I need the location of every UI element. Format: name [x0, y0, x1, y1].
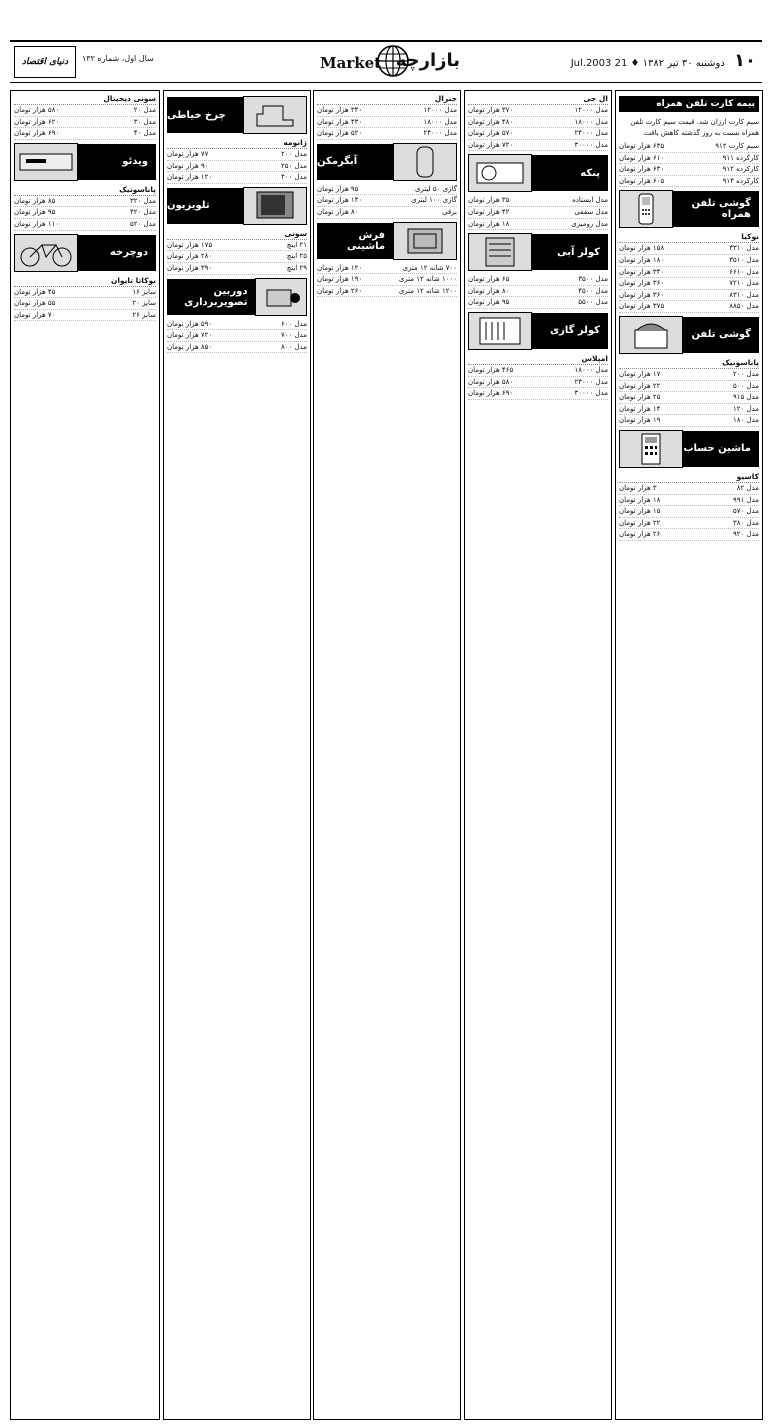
item-price: ۵۲۰ هزار تومان	[317, 129, 363, 138]
item-price: ۴۲ هزار تومان	[468, 207, 510, 216]
item-name: ۲۱ اینچ	[286, 240, 307, 249]
price-row	[619, 141, 759, 153]
brand-name: امپلاس	[468, 353, 608, 365]
item-price: ۴۵ هزار تومان	[14, 287, 56, 296]
price-row	[167, 161, 307, 173]
item-name: مدل ۸۰۰	[280, 342, 307, 351]
item-name: مدل ۸۳۱۰	[729, 290, 759, 299]
brand-name: سونی	[167, 228, 307, 240]
item-price: ۸۵ هزار تومان	[14, 196, 56, 205]
price-row	[468, 297, 608, 309]
item-price: ۵۷۰ هزار تومان	[468, 129, 514, 138]
item-price: ۱۸۰ هزار تومان	[619, 255, 665, 264]
price-row	[14, 117, 156, 129]
section-header-sewing: چرخ خیاطی	[167, 97, 307, 133]
price-row	[317, 184, 457, 196]
item-name: مدل ۴۰۰	[280, 173, 307, 182]
price-row	[619, 278, 759, 290]
column-2	[464, 90, 612, 1420]
item-name: کارکرده ۹۱۱	[722, 153, 759, 162]
item-price: ۱۵۸ هزار تومان	[619, 244, 665, 253]
price-row	[167, 319, 307, 331]
price-row	[468, 140, 608, 152]
item-name: مدل ۴۲۰	[129, 208, 156, 217]
item-name: مدل ۶۰۰	[280, 319, 307, 328]
item-name: سایز ۱۶	[132, 287, 156, 296]
item-price: ۵۵ هزار تومان	[14, 299, 56, 308]
item-name: ۲۹ اینچ	[286, 263, 307, 272]
brand-name: ژانومه	[167, 137, 307, 149]
item-price: ۳۶۰ هزار تومان	[619, 279, 665, 288]
item-price: ۳ هزار تومان	[619, 483, 657, 492]
item-price: ۲۸۰ هزار تومان	[167, 252, 213, 261]
item-name: مدل ۳۲۰	[129, 196, 156, 205]
item-name: مدل ۳۸۰	[732, 518, 759, 527]
item-name: مدل ۳۵۱۰	[729, 255, 759, 264]
item-name: سیم کارت ۹۱۲	[715, 142, 759, 150]
item-price: ۲۶ هزار تومان	[619, 530, 661, 539]
item-name: سایز ۲۰	[132, 299, 156, 308]
telephone-icon	[619, 316, 683, 354]
item-price: ۲۲ هزار تومان	[619, 381, 661, 390]
television-icon	[243, 187, 307, 225]
price-row	[317, 105, 457, 117]
item-name: مدل رومیزی	[571, 219, 608, 228]
item-name: مدل ۳۵۰۰	[578, 275, 608, 284]
item-name: سایز ۲۶	[132, 310, 156, 319]
price-row	[14, 207, 156, 219]
item-name: مدل ۲۰۰	[280, 150, 307, 158]
section-header-split-ac: کولر گازی	[468, 313, 608, 349]
title-fa: بازارچه	[395, 50, 460, 71]
item-price: ۵۸۰ هزار تومان	[468, 377, 514, 386]
item-price: ۶۱۰ هزار تومان	[619, 153, 665, 162]
item-price: ۷۲۰ هزار تومان	[167, 331, 213, 340]
item-price: ۶۳۰ هزار تومان	[619, 165, 665, 174]
item-name: ۷۰۰ شانه ۱۲ متری	[402, 263, 457, 272]
issue-date: ۱۰ دوشنبه ۳۰ تیر ۱۳۸۲ ♦ 21 Jul.2003	[570, 50, 756, 71]
price-row	[14, 219, 156, 231]
price-row	[167, 263, 307, 275]
section-header-mobile: گوشی تلفن همراه	[619, 191, 759, 227]
item-price: ۳۹۰ هزار تومان	[167, 263, 213, 272]
price-row	[317, 263, 457, 275]
price-row	[317, 274, 457, 286]
item-price: ۱۹ هزار تومان	[619, 416, 661, 425]
price-row	[14, 128, 156, 140]
item-price: ۶۲۰ هزار تومان	[14, 117, 60, 126]
item-price: ۱۷۵ هزار تومان	[167, 240, 213, 249]
item-price: ۶۹۰ هزار تومان	[14, 129, 60, 138]
item-price: ۷۰ هزار تومان	[14, 310, 56, 319]
item-name: مدل ۱۸۰۰۰	[574, 365, 608, 374]
item-name: مدل ۷۰۰	[280, 331, 307, 340]
item-name: مدل ۳۰	[133, 117, 156, 126]
brand-name: کاسیو	[619, 471, 759, 483]
brand-name: پاناسونیک	[619, 357, 759, 369]
item-price: ۹۵ هزار تومان	[14, 208, 56, 217]
item-name: ۱۲۰۰ شانه ۱۲ متری	[398, 286, 457, 295]
brand-name: بوکاتا تایوان	[14, 275, 156, 287]
price-row	[317, 128, 457, 140]
price-row	[468, 286, 608, 298]
section-note: سیم کارت ارزان شد. قیمت سیم کارت تلفن همراه نسبت به روز گذشته کاهش یافت.	[630, 118, 759, 137]
carpet-icon	[393, 222, 457, 260]
price-row	[167, 240, 307, 252]
price-row	[14, 287, 156, 299]
item-price: ۴۶۵ هزار تومان	[468, 365, 514, 374]
price-row	[317, 207, 457, 219]
item-name: مدل ۶۶۱۰	[729, 267, 759, 276]
price-row	[468, 117, 608, 129]
price-row	[619, 495, 759, 507]
price-row	[619, 369, 759, 381]
item-price: ۱۹۰ هزار تومان	[317, 275, 363, 284]
price-row	[619, 392, 759, 404]
page-header	[10, 40, 762, 83]
item-price: ۲۲ هزار تومان	[619, 518, 661, 527]
item-price: ۱۷ هزار تومان	[619, 369, 661, 378]
item-price: ۱۲۰ هزار تومان	[167, 173, 213, 182]
price-row	[619, 301, 759, 313]
price-row	[167, 172, 307, 184]
price-row	[619, 255, 759, 267]
item-name: مدل ۵۵۰۰	[578, 298, 608, 307]
item-price: ۳۶۰ هزار تومان	[619, 290, 665, 299]
item-price: ۱۴ هزار تومان	[619, 404, 661, 413]
item-name: ۲۵ اینچ	[286, 252, 307, 261]
item-price: ۶۰۵ هزار تومان	[619, 176, 665, 185]
price-row	[317, 286, 457, 298]
item-name: مدل ۱۸۰	[732, 416, 759, 425]
price-row	[468, 365, 608, 377]
price-row	[619, 267, 759, 279]
item-name: مدل ۲۵۰	[280, 161, 307, 170]
item-price: ۱۲۰ هزار تومان	[317, 263, 363, 272]
item-name: گازی ۱۰۰ لیتری	[411, 196, 457, 205]
item-name: مدل ۲۰	[133, 106, 156, 114]
item-name: کارکرده ۹۱۲	[722, 165, 759, 174]
item-name: مدل ۸۸۵۰	[729, 302, 759, 311]
item-price: ۳۵ هزار تومان	[468, 196, 510, 205]
item-name: مدل ۵۰۰	[732, 381, 759, 390]
column-4	[163, 90, 311, 1420]
section-title: بیمه کارت تلفن همراه	[619, 96, 759, 112]
item-price: ۱۱۰ هزار تومان	[14, 219, 60, 228]
vcr-icon	[14, 143, 78, 181]
column-5	[10, 90, 160, 1420]
price-row	[167, 149, 307, 161]
item-price: ۳۳۰ هزار تومان	[619, 267, 665, 276]
issue-number: سال اول، شماره ۱۳۲	[82, 54, 154, 63]
price-row	[14, 105, 156, 117]
item-price: ۴۸۰ هزار تومان	[468, 117, 514, 126]
item-price: ۷۷ هزار تومان	[167, 150, 209, 158]
split-ac-icon	[468, 312, 532, 350]
item-name: مدل ۴۰	[133, 129, 156, 138]
price-row	[14, 310, 156, 322]
price-row	[619, 404, 759, 416]
section-header-carpet: فرش ماشینی	[317, 223, 457, 259]
price-row	[167, 330, 307, 342]
page-number: ۱۰	[734, 50, 756, 71]
item-name: ۱۰۰۰ شانه ۱۲ متری	[398, 275, 457, 284]
item-name: مدل ۸۲	[736, 483, 759, 492]
item-price: ۱۴۰ هزار تومان	[317, 196, 363, 205]
price-row	[619, 529, 759, 541]
item-price: ۶۳۵ هزار تومان	[619, 142, 665, 150]
item-price: ۹۵ هزار تومان	[468, 298, 510, 307]
item-name: مدل ۹۱۵	[732, 393, 759, 402]
price-row	[468, 219, 608, 231]
price-row	[619, 153, 759, 165]
item-price: ۳۷۵ هزار تومان	[619, 302, 665, 311]
item-name: مدل ۴۵۰۰	[578, 286, 608, 295]
item-price: ۲۶۰ هزار تومان	[317, 286, 363, 295]
price-row	[14, 196, 156, 208]
item-name: مدل ۳۰۰۰۰	[574, 389, 608, 398]
item-name: مدل ۲۴۰۰۰	[574, 129, 608, 138]
price-row	[167, 342, 307, 354]
item-name: مدل ۲۴۰۰۰	[423, 129, 457, 138]
section-header-water-heater: آبگرمکن	[317, 144, 457, 180]
section-header-bicycle: دوچرخه	[14, 235, 156, 271]
item-name: مدل ایستاده	[572, 196, 608, 205]
item-name: مدل ۳۳۱۰	[729, 244, 759, 253]
price-row	[619, 243, 759, 255]
item-price: ۵۹۰ هزار تومان	[167, 319, 213, 328]
section-header-phone: گوشی تلفن	[619, 317, 759, 353]
price-row	[619, 164, 759, 176]
item-name: مدل ۱۸۰۰۰	[574, 117, 608, 126]
item-name: مدل ۹۲۰	[732, 530, 759, 539]
price-row	[619, 381, 759, 393]
brand-name: نوکیا	[619, 231, 759, 243]
mobile-phone-icon	[619, 190, 673, 228]
column-1	[615, 90, 763, 1420]
brand-name: جنرال	[317, 93, 457, 105]
item-price: ۹۰ هزار تومان	[167, 161, 209, 170]
price-row	[619, 506, 759, 518]
item-price: ۶۹۰ هزار تومان	[468, 389, 514, 398]
column-3	[313, 90, 461, 1420]
brand-name: ال جی	[468, 93, 608, 105]
price-row	[167, 251, 307, 263]
item-price: ۳۷۰ هزار تومان	[468, 106, 514, 114]
item-price: ۸۵۰ هزار تومان	[167, 342, 213, 351]
price-row	[317, 117, 457, 129]
price-row	[468, 274, 608, 286]
section-header-evap-cooler: کولر آبی	[468, 234, 608, 270]
camcorder-icon	[255, 278, 307, 316]
item-name: مدل ۷۲۱۰	[729, 279, 759, 288]
title-en: Market	[320, 54, 382, 72]
brand-name: سونی دیجیتال	[14, 93, 156, 105]
item-price: ۹۵ هزار تومان	[317, 184, 359, 193]
item-price: ۸۰ هزار تومان	[468, 286, 510, 295]
item-name: برقی	[442, 207, 457, 216]
item-price: ۱۵ هزار تومان	[619, 507, 661, 516]
item-name: مدل ۱۲۰۰۰	[574, 106, 608, 114]
price-row	[619, 415, 759, 427]
price-row	[14, 298, 156, 310]
sewing-machine-icon	[243, 96, 307, 134]
price-row	[468, 128, 608, 140]
price-row	[468, 105, 608, 117]
item-name: کارکرده ۹۱۳	[722, 176, 759, 185]
price-row	[468, 388, 608, 400]
newspaper-logo: دنیای اقتصاد	[14, 46, 76, 78]
price-row	[619, 176, 759, 188]
item-name: مدل ۲۰۰	[732, 369, 759, 378]
price-row	[468, 377, 608, 389]
item-name: مدل ۱۲۰۰۰	[423, 106, 457, 114]
item-price: ۲۵ هزار تومان	[619, 393, 661, 402]
market-columns	[10, 90, 762, 1418]
item-name: مدل ۹۹۱	[732, 495, 759, 504]
item-name: مدل ۳۰۰۰۰	[574, 140, 608, 149]
item-price: ۱۸ هزار تومان	[619, 495, 661, 504]
price-row	[619, 518, 759, 530]
calculator-icon	[619, 430, 683, 468]
price-row	[619, 290, 759, 302]
price-row	[468, 207, 608, 219]
cooler-icon	[468, 233, 532, 271]
section-masthead	[320, 44, 460, 80]
item-name: مدل سقفی	[574, 207, 608, 216]
section-header-camcorder: دوربین تصویربرداری	[167, 279, 307, 315]
section-header-fan: پنکه	[468, 155, 608, 191]
item-price: ۱۸ هزار تومان	[468, 219, 510, 228]
item-price: ۷۲۰ هزار تومان	[468, 140, 514, 149]
water-heater-icon	[393, 143, 457, 181]
item-name: گازی ۵۰ لیتری	[414, 184, 457, 193]
brand-name: پاناسونیک	[14, 184, 156, 196]
air-conditioner-icon	[468, 154, 532, 192]
item-name: مدل ۵۷۰	[732, 507, 759, 516]
price-row	[468, 195, 608, 207]
item-price: ۳۴۰ هزار تومان	[317, 106, 363, 114]
price-row	[317, 195, 457, 207]
item-name: مدل ۵۲۰	[129, 219, 156, 228]
section-header-calculator: ماشین حساب	[619, 431, 759, 467]
section-header-video: ویدئو	[14, 144, 156, 180]
item-name: مدل ۱۲۰	[732, 404, 759, 413]
item-price: ۶۵ هزار تومان	[468, 275, 510, 284]
item-name: مدل ۲۴۰۰۰	[574, 377, 608, 386]
price-row	[619, 483, 759, 495]
item-price: ۵۸۰ هزار تومان	[14, 106, 60, 114]
section-header-tv: تلویزیون	[167, 188, 307, 224]
item-name: مدل ۱۸۰۰۰	[423, 117, 457, 126]
bicycle-icon	[14, 234, 78, 272]
item-price: ۴۳۰ هزار تومان	[317, 117, 363, 126]
item-price: ۸۰ هزار تومان	[317, 207, 359, 216]
